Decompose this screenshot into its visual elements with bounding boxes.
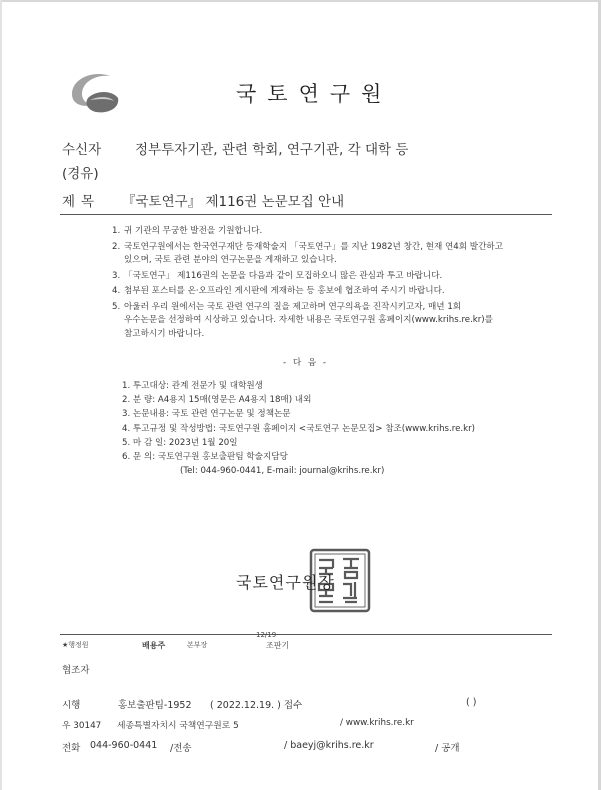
details-item: 1. 투고대상: 관계 전문가 및 대학원생 — [122, 381, 263, 391]
signature-date: 12/19 — [256, 631, 277, 639]
page-edge-left — [0, 0, 2, 790]
body-item — [112, 241, 552, 268]
tel-number: 044-960-0441 — [90, 740, 158, 751]
details-item: 4. 투고규정 및 작성방법: 국토연구원 홈페이지 <국토연구 논문모집> 참조(www.krihs.re.kr) — [122, 423, 475, 434]
body-item-line: 국토연구원에서는 한국연구재단 등재학술지 「국토연구」를 지난 1982년 창간, 현재 연4회 발간하고 — [124, 241, 504, 252]
body-item-number: 5. — [112, 301, 121, 312]
details-item: 2. 분 량: A4용지 15매(영문은 A4용지 18매) 내외 — [122, 395, 312, 406]
body-paragraphs — [112, 225, 552, 341]
body-item-line: 귀 기관의 무궁한 발전을 기원합니다. — [124, 226, 263, 236]
page-edge-top — [0, 0, 601, 2]
cooperator-label: 협조자 — [62, 665, 90, 676]
body-item-number: 3. — [112, 270, 121, 281]
body-item-number: 4. — [112, 286, 121, 296]
send-date: ( 2022.12.19. ) 접수 — [210, 700, 303, 711]
body-item-line: 있으며, 국토 관련 분야의 연구논문을 게재하고 있습니다. — [124, 255, 337, 265]
body-item — [112, 270, 552, 284]
send-number: 홍보출판팀-1952 — [118, 700, 192, 711]
sender-name: 국토연구원장 — [236, 573, 335, 592]
details-contact-line: (Tel: 044-960-0441, E-mail: journal@krihs.re.kr) — [180, 466, 385, 477]
footer-divider-line — [60, 634, 552, 635]
details-list — [122, 379, 475, 478]
recipient-row — [62, 138, 409, 158]
details-item: 5. 마 감 일: 2023년 1월 20일 — [122, 437, 238, 448]
via-row — [62, 162, 99, 182]
subject-value: 『국토연구』 제116권 논문모집 안내 — [122, 194, 345, 210]
body-item-line: 참고하시기 바랍니다. — [124, 328, 205, 339]
website: / www.krihs.re.kr — [340, 718, 414, 728]
subject-label: 제목 — [62, 194, 101, 210]
body-item-number: 1. — [112, 226, 121, 236]
receive-field: ( ) — [466, 697, 477, 708]
tel-label: 전화 — [62, 743, 81, 754]
org-title: 국토연구원 — [236, 82, 393, 106]
body-item-line: 우수논문을 선정하여 시상하고 있습니다. 자세한 내용은 국토연구원 홈페이지(www.krihs.re.kr)를 — [124, 315, 493, 325]
subject-row — [62, 190, 345, 210]
email: / baeyj@krihs.re.kr — [284, 740, 374, 751]
reviewer-name: 배용주 — [142, 641, 166, 650]
head-role: 본부장 — [187, 641, 208, 649]
recipient-value: 정부투자기관, 관련 학회, 연구기관, 각 대학 등 — [135, 142, 409, 158]
head-name: 조판기 — [266, 641, 290, 650]
disclosure-status: / 공개 — [435, 743, 460, 754]
address: 세종특별자치시 국책연구원로 5 — [117, 721, 239, 731]
divider-line — [60, 214, 552, 215]
send-label: 시행 — [62, 700, 81, 711]
recipient-label: 수신자 — [62, 142, 102, 158]
body-item — [112, 301, 552, 342]
details-item: 6. 문 의: 국토연구원 홍보출판팀 학술지담당 — [122, 452, 288, 463]
reviewer-role: ★행정원 — [62, 641, 89, 649]
body-item-line: 아울러 우리 원에서는 국토 관련 연구의 질을 제고하며 연구의욕을 진작시키고자, 매년 1회 — [124, 301, 462, 312]
zip-code: 우 30147 — [62, 721, 102, 731]
fax-label: /전송 — [170, 743, 192, 754]
via-label: (경유) — [62, 166, 99, 182]
details-item: 3. 논문내용: 국토 관련 연구논문 및 정책논문 — [122, 409, 291, 420]
details-heading: - 다 음 - — [283, 358, 329, 368]
body-item-number: 2. — [112, 241, 121, 252]
krihs-logo-icon — [66, 68, 124, 116]
body-item — [112, 225, 552, 239]
body-item — [112, 285, 552, 299]
body-item-line: 「국토연구」 제116권의 논문을 다음과 같이 모집하오니 많은 관심과 투고 바랍니다. — [124, 270, 443, 281]
body-item-line: 첨부된 포스터를 온·오프라인 게시판에 게재하는 등 홍보에 협조하여 주시기 바랍니다. — [124, 286, 445, 296]
